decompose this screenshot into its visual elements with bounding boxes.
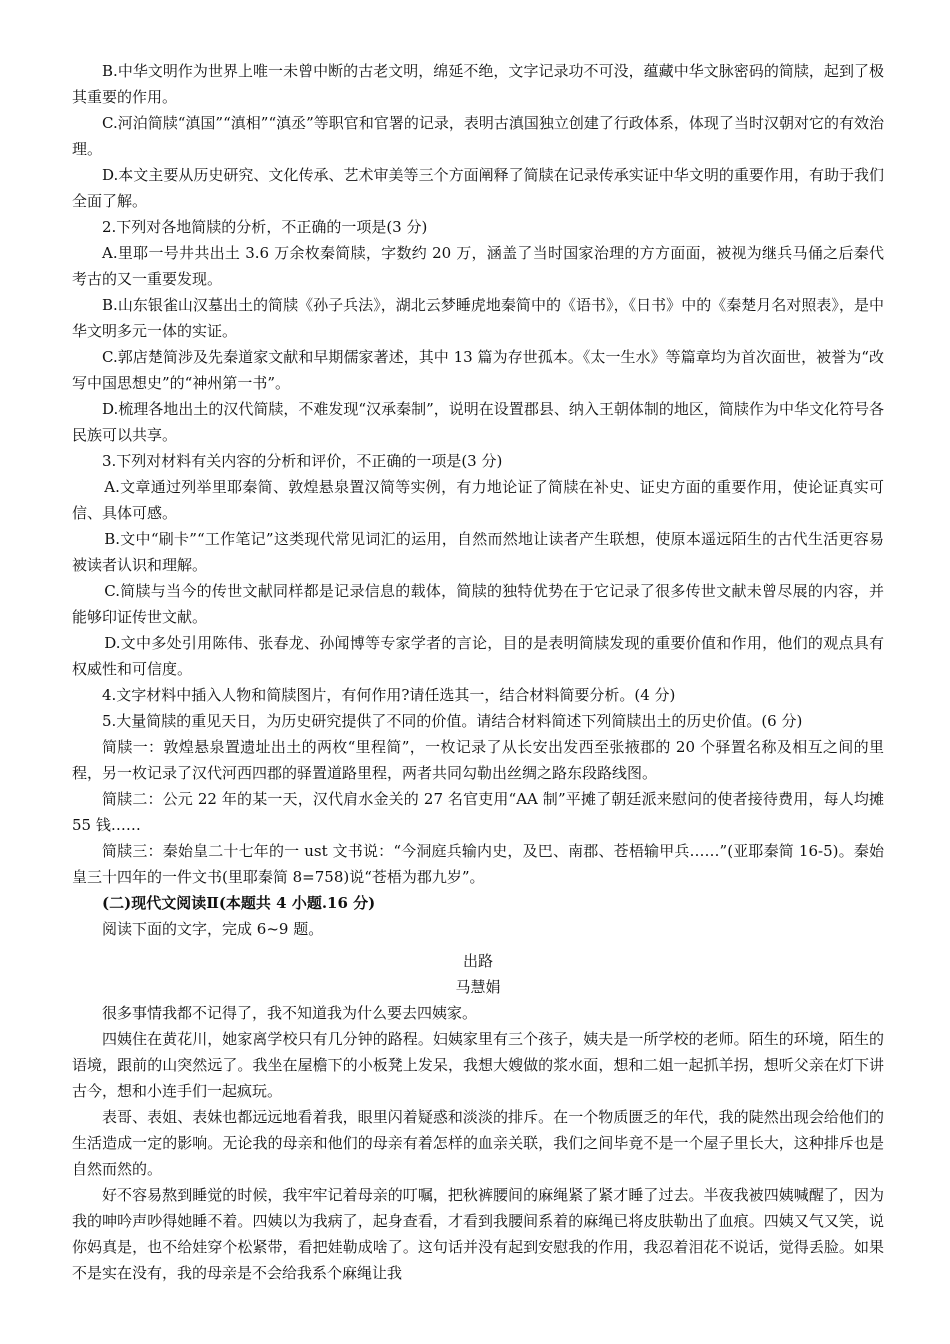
q3-option-b: B.文中“刷卡”“工作笔记”这类现代常见词汇的运用，自然而然地让读者产生联想，使原本遥远陌生的古代生活更容易被读者认识和理解。 — [72, 530, 884, 574]
q2-option-b: B.山东银雀山汉墓出土的简牍《孙子兵法》，湖北云梦睡虎地秦简中的《语书》，《日书》中的《秦楚月名对照表》，是中华文明多元一体的实证。 — [72, 296, 884, 340]
q1-option-c: C.河泊简牍“滇国”“滇相”“滇丞”等职官和官署的记录，表明古滇国独立创建了行政体系，体现了当时汉朝对它的有效治理。 — [72, 114, 884, 158]
q3-option-c: C.简牍与当今的传世文献同样都是记录信息的载体，简牍的独特优势在于它记录了很多传世文献未曾尽展的内容，并能够印证传世文献。 — [72, 582, 884, 626]
q4-stem: 4.文字材料中插入人物和简牍图片，有何作用?请任选其一，结合材料简要分析。(4 分) — [102, 686, 676, 704]
q5-stem: 5.大量简牍的重见天日，为历史研究提供了不同的价值。请结合材料简述下列简牍出土的历史价值。(6 分) — [102, 712, 803, 730]
q2-option-d: D.梳理各地出土的汉代简牍，不难发现“汉承秦制”，说明在设置郡县、纳入王朝体制的地区，简牍作为中华文化符号各民族可以共享。 — [72, 400, 884, 444]
q3-option-d: D.文中多处引用陈伟、张春龙、孙闻博等专家学者的言论，目的是表明简牍发现的重要价值和作用，他们的观点具有权威性和可信度。 — [72, 634, 884, 678]
q2-option-c: C.郭店楚简涉及先秦道家文献和早期儒家著述，其中 13 篇为存世孤本。《太一生水》等篇章均为首次面世，被誉为“改写中国思想史”的“神州第一书”。 — [72, 348, 884, 392]
q1-option-d: D.本文主要从历史研究、文化传承、艺术审美等三个方面阐释了简牍在记录传承实证中华文明的重要作用，有助于我们全面了解。 — [72, 166, 884, 210]
q3-option-a: A.文章通过列举里耶秦简、敦煌悬泉置汉简等实例，有力地论证了简牍在补史、证史方面的重要作用，使论证真实可信、具体可感。 — [72, 478, 884, 522]
article-paragraph: 很多事情我都不记得了，我不知道我为什么要去四姨家。 — [102, 1004, 478, 1022]
article-paragraph: 表哥、表姐、表妹也都远远地看着我，眼里闪着疑惑和淡淡的排斥。在一个物质匮乏的年代，我的陡然出现会给他们的生活造成一定的影响。无论我的母亲和他们的母亲有着怎样的血亲关联，我们之间毕竟不是一个屋子里长大，这种排斥也是自然而然的。 — [72, 1108, 884, 1178]
article-title: 出路 — [462, 952, 493, 970]
article-author: 马慧娟 — [455, 978, 501, 996]
q2-stem: 2.下列对各地简牍的分析，不正确的一项是(3 分) — [102, 218, 428, 236]
q5-slip-2: 简牍二：公元 22 年的某一天，汉代肩水金关的 27 名官吏用“AA 制”平摊了朝廷派来慰问的使者接待费用，每人均摊 55 钱…… — [72, 790, 884, 834]
section-heading: (二)现代文阅读Ⅱ(本题共 4 小题.16 分) — [102, 894, 376, 912]
q5-slip-1: 简牍一：敦煌悬泉置遗址出土的两枚“里程简”，一枚记录了从长安出发西至张掖郡的 20 个驿置名称及相互之间的里程，另一枚记录了汉代河西四郡的驿置道路里程，两者共同勾勒出丝绸之路东段路线图。 — [72, 738, 884, 782]
q2-option-a: A.里耶一号井共出土 3.6 万余枚秦简牍，字数约 20 万，涵盖了当时国家治理的方方面面，被视为继兵马俑之后秦代考古的又一重要发现。 — [72, 244, 884, 288]
section-instruction: 阅读下面的文字，完成 6~9 题。 — [102, 920, 324, 938]
article-paragraph: 四姨住在黄花川，她家离学校只有几分钟的路程。妇姨家里有三个孩子，姨夫是一所学校的老师。陌生的环境，陌生的语境，跟前的山突然远了。我坐在屋檐下的小板凳上发呆，我想大嫂做的浆水面，想和二姐一起抓羊拐，想听父亲在灯下讲古今，想和小连手们一起疯玩。 — [72, 1030, 884, 1100]
q1-option-b: B.中华文明作为世界上唯一未曾中断的古老文明，绵延不绝，文字记录功不可没，蕴藏中华文脉密码的简牍，起到了极其重要的作用。 — [72, 62, 884, 106]
article-paragraph: 好不容易熬到睡觉的时候，我牢牢记着母亲的叮嘱，把秋裤腰间的麻绳紧了紧才睡了过去。半夜我被四姨喊醒了，因为我的呻吟声吵得她睡不着。四姨以为我病了，起身查看，才看到我腰间系着的麻绳已将皮肤勒出了血痕。四姨又气又笑，说你妈真是，也不给娃穿个松紧带，看把娃勒成啥了。这句话并没有起到安慰我的作用，我忍着泪花不说话，觉得丢脸。如果不是实在没有，我的母亲是不会给我系个麻绳让我 — [72, 1186, 884, 1282]
q5-slip-3: 简牍三：秦始皇二十七年的一 ust 文书说：“今洞庭兵输内史，及巴、南郡、苍梧输甲兵……”(亚耶秦简 16-5)。秦始皇三十四年的一件文书(里耶秦简 8=758)说“苍梧为郡九岁”。 — [72, 842, 884, 886]
q3-stem: 3.下列对材料有关内容的分析和评价，不正确的一项是(3 分) — [102, 452, 503, 470]
